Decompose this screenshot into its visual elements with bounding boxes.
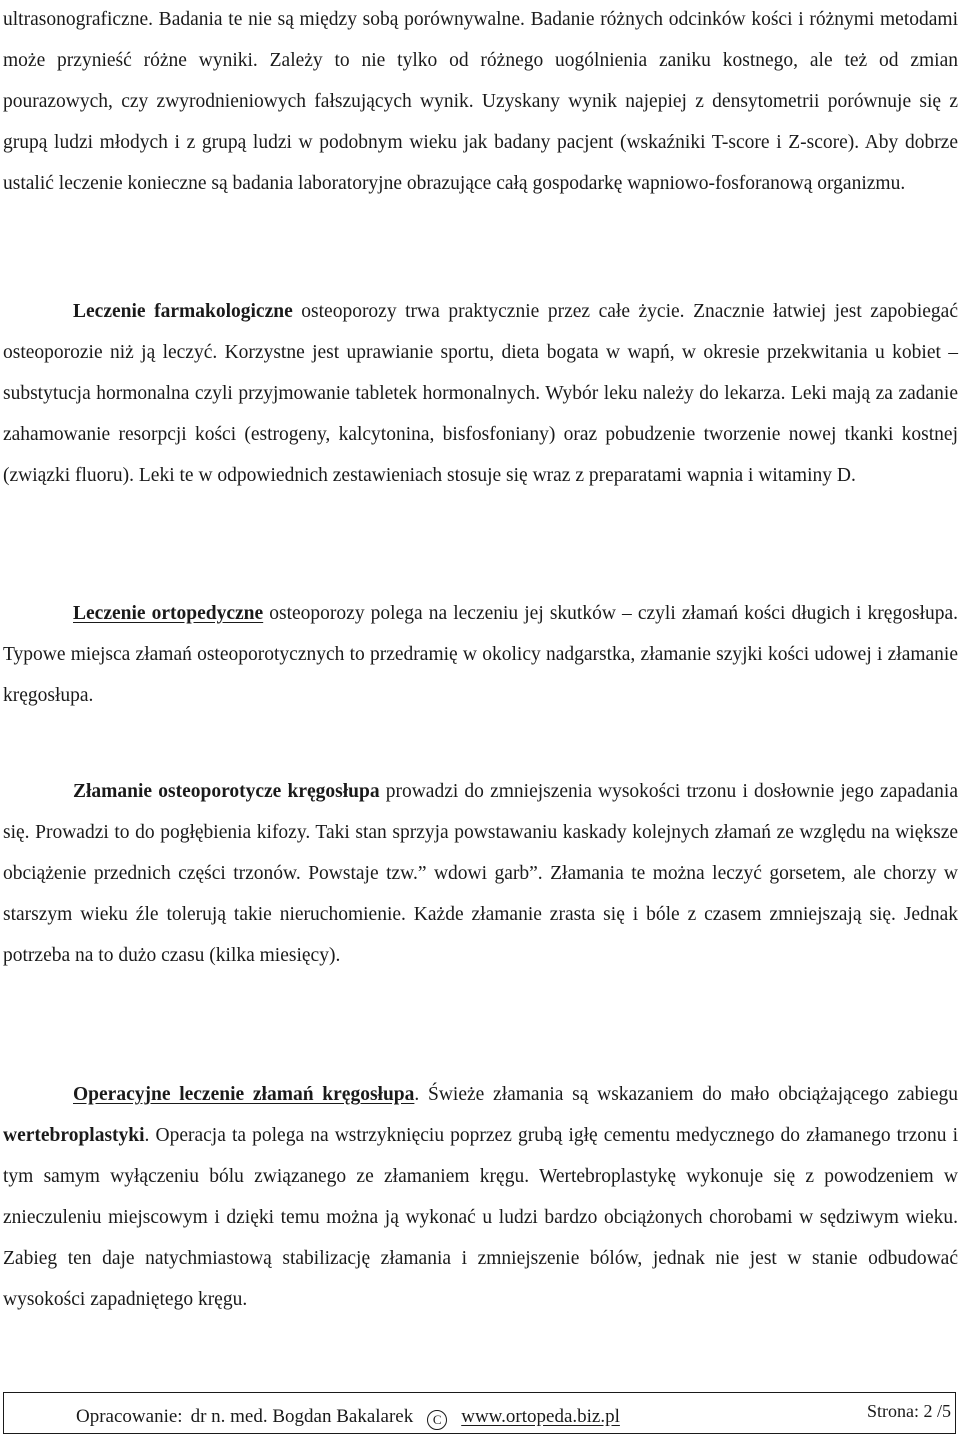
copyright-icon: C: [427, 1410, 447, 1430]
paragraph-text: . Operacja ta polega na wstrzyknięciu poprzez grubą igłę cementu medycznego do złamanego trzonu i tym samym wyłączeniu bólu związanego ze złamaniem kręgu. Wertebroplastykę wykonuje się z powodzeniem w znieczuleniu miejscowym i dzięki temu można ją wykonać u ludzi bardzo obciążonych chorobami w sędziwym wieku. Zabieg ten daje natychmiastową stabilizację złamania i zmniejszenie bólów, jednak nie jest w stanie odbudować wysokości zapadniętego kręgu.: [3, 1125, 958, 1310]
paragraph-text: . Świeże złamania są wskazaniem do mało obciążającego zabiegu: [414, 1084, 958, 1105]
paragraph-text: osteoporozy trwa praktycznie przez całe życie. Znacznie łatwiej jest zapobiegać osteoporozie niż ją leczyć. Korzystne jest uprawianie sportu, dieta bogata w wapń, w okresie przekwitania u kobiet – substytucja hormonalna czyli przyjmowanie tabletek hormonalnych. Wybór leku należy do lekarza. Leki mają za zadanie zahamowanie resorpcji kości (estrogeny, kalcytonina, bisfosfoniany) oraz pobudzenie tworzenie nowej tkanki kostnej (związki fluoru). Leki te w odpowiednich zestawieniach stosuje się wraz z preparatami wapnia i witaminy D.: [3, 301, 958, 486]
paragraph-body: [3, 771, 958, 976]
paragraph-body: [3, 593, 958, 716]
footer-website-link[interactable]: www.ortopeda.biz.pl: [461, 1406, 620, 1427]
footer-author: dr n. med. Bogdan Bakalarek: [190, 1406, 414, 1427]
page-number: Strona: 2 /5: [867, 1401, 951, 1421]
paragraph-text: prowadzi do zmniejszenia wysokości trzonu i dosłownie jego zapadania się. Prowadzi to do pogłębienia kifozy. Taki stan sprzyja powstawaniu kaskady kolejnych złamań ze względu na większe obciążenie przednich części trzonów. Powstaje tzw.” wdowi garb”. Złamania te można leczyć gorsetem, ale chorzy w starszym wieku źle tolerują takie nieruchomienie. Każde złamanie zrasta się i bóle z czasem zmniejszają się. Jednak potrzeba na to dużo czasu (kilka miesięcy).: [3, 781, 958, 966]
paragraph-text: osteoporozy polega na leczeniu jej skutków – czyli złamań kości długich i kręgosłupa. Typowe miejsca złamań osteoporotycznych to przedramię w okolicy nadgarstka, złamanie szyjki kości udowej i złamanie kręgosłupa.: [3, 603, 958, 706]
paragraph-body: [3, 291, 958, 496]
paragraph-body: [3, 1074, 958, 1320]
term-vertebroplasty: wertebroplastyki: [3, 1125, 145, 1146]
footer-credits: [76, 1406, 620, 1430]
paragraph-pharmacological-treatment: [3, 291, 958, 496]
paragraph-surgical-treatment: [3, 1074, 958, 1320]
section-heading-spine-fracture: Złamanie osteoporotycze kręgosłupa: [73, 781, 380, 802]
paragraph-orthopedic-treatment: [3, 593, 958, 716]
section-heading-pharmacological: Leczenie farmakologiczne: [73, 301, 293, 322]
paragraph-spine-fracture: [3, 771, 958, 976]
section-heading-orthopedic: Leczenie ortopedyczne: [73, 603, 264, 624]
page-footer: [3, 1392, 956, 1434]
footer-prefix: Opracowanie:: [76, 1406, 183, 1427]
paragraph-text: ultrasonograficzne. Badania te nie są między sobą porównywalne. Badanie różnych odcinków kości i różnymi metodami może przynieść różne wyniki. Zależy to nie tylko od różnego uogólnienia zaniku kostnego, ale też od zmian pourazowych, czy zwyrodnieniowych fałszujących wynik. Uzyskany wynik najepiej z densytometrii porównuje się z grupą ludzi młodych i z grupą ludzi w podobnym wieku jak badany pacjent (wskaźniki T-score i Z-score). Aby dobrze ustalić leczenie konieczne są badania laboratoryjne obrazujące całą gospodarkę wapniowo-fosforanową organizmu.: [3, 9, 958, 194]
section-heading-surgical: Operacyjne leczenie złamań kręgosłupa: [73, 1084, 415, 1105]
paragraph-diagnostics: [3, 0, 958, 204]
